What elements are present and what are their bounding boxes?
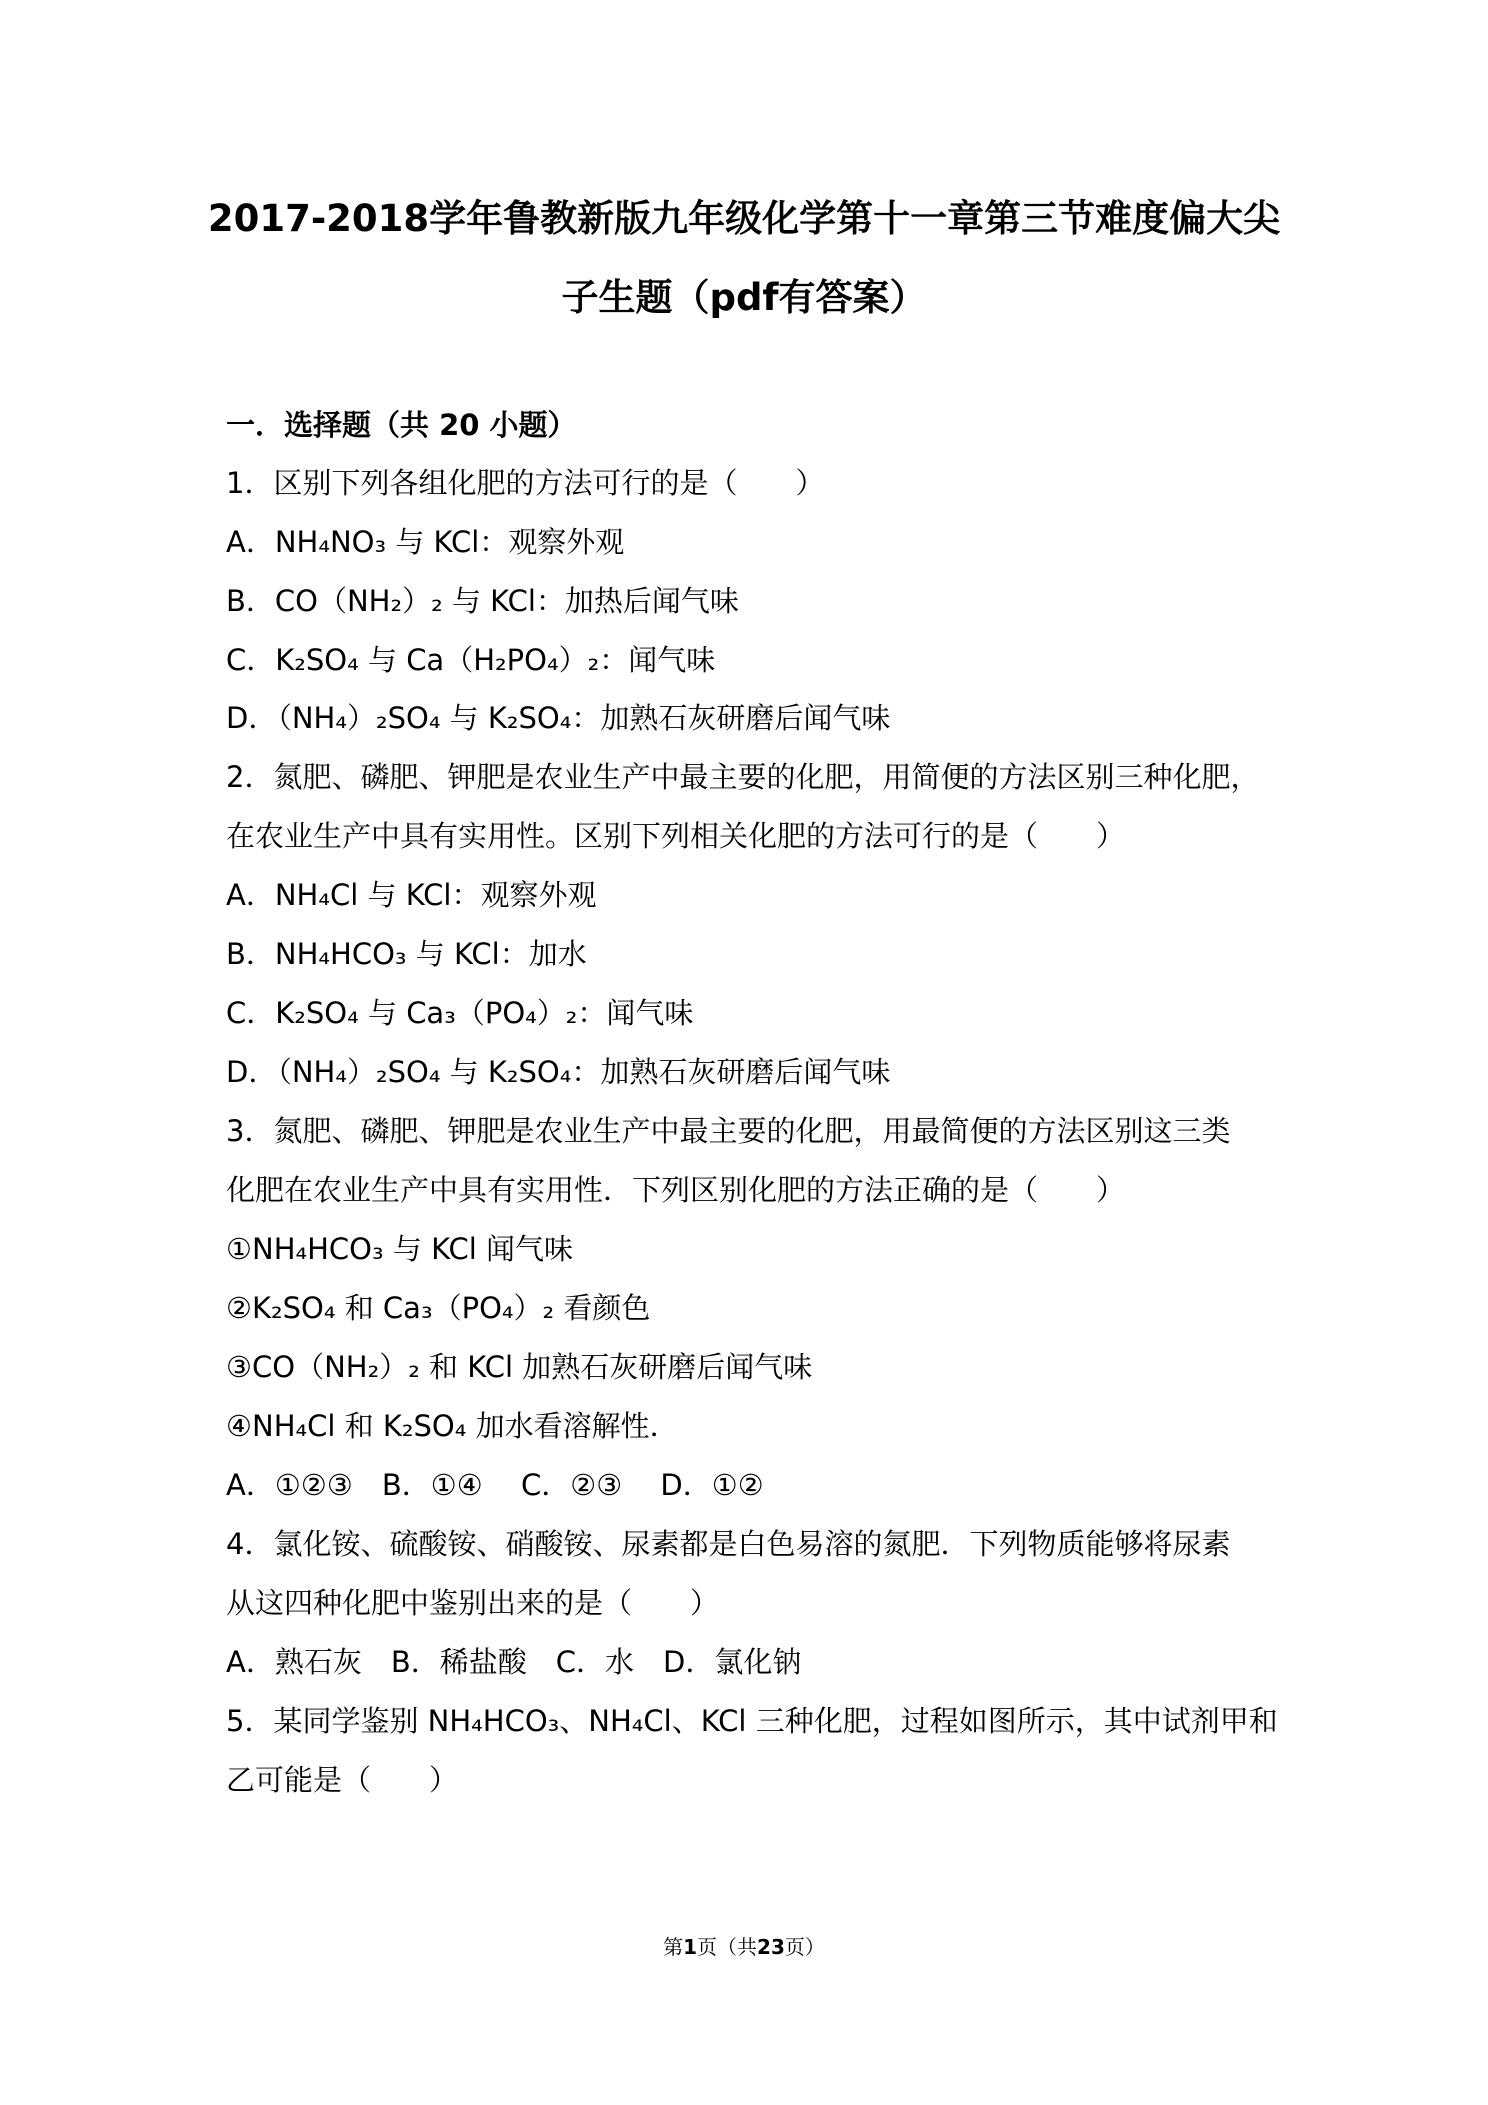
footer-page-number: 1 [683,1935,698,1959]
question-2-stem-line-2: 在农业生产中具有实用性。区别下列相关化肥的方法可行的是（ ） [226,819,1126,853]
question-5-stem-line-2: 乙可能是（ ） [226,1763,459,1797]
question-3-options: A．①②③ B．①④ C．②③ D．①② [226,1468,764,1502]
question-2-stem-line-1: 2．氮肥、磷肥、钾肥是农业生产中最主要的化肥，用简便的方法区别三种化肥， [226,760,1260,794]
question-1-option-c: C．K₂SO₄ 与 Ca（H₂PO₄）₂：闻气味 [226,643,716,677]
document-title-line-2: 子生题（pdf有答案） [561,276,927,319]
question-2-option-d: D．（NH₄）₂SO₄ 与 K₂SO₄：加熟石灰研磨后闻气味 [226,1055,891,1089]
question-1-option-d: D．（NH₄）₂SO₄ 与 K₂SO₄：加熟石灰研磨后闻气味 [226,701,891,735]
question-5-stem-line-1: 5．某同学鉴别 NH₄HCO₃、NH₄Cl、KCl 三种化肥，过程如图所示，其中试剂甲和 [226,1704,1278,1738]
footer-total-pages: 23 [757,1935,785,1959]
section-heading: 一．选择题（共 20 小题） [226,408,577,442]
question-3-stem-line-1: 3．氮肥、磷肥、钾肥是农业生产中最主要的化肥，用最简便的方法区别这三类 [226,1114,1231,1148]
question-4-stem-line-1: 4．氯化铵、硫酸铵、硝酸铵、尿素都是白色易溶的氮肥．下列物质能够将尿素 [226,1527,1231,1561]
question-1-stem: 1．区别下列各组化肥的方法可行的是（ ） [226,466,825,500]
question-3-item-3: ③CO（NH₂）₂ 和 KCl 加熟石灰研磨后闻气味 [226,1350,813,1384]
question-3-item-1: ①NH₄HCO₃ 与 KCl 闻气味 [226,1232,574,1266]
question-4-options: A．熟石灰 B．稀盐酸 C．水 D．氯化钠 [226,1645,802,1679]
question-3-stem-line-2: 化肥在农业生产中具有实用性．下列区别化肥的方法正确的是（ ） [226,1173,1126,1207]
question-2-option-a: A．NH₄Cl 与 KCl：观察外观 [226,878,597,912]
footer-suffix: 页） [784,1935,825,1959]
question-3-item-4: ④NH₄Cl 和 K₂SO₄ 加水看溶解性． [226,1409,679,1443]
question-3-item-2: ②K₂SO₄ 和 Ca₃（PO₄）₂ 看颜色 [226,1291,651,1325]
document-title-line-1: 2017-2018学年鲁教新版九年级化学第十一章第三节难度偏大尖 [207,197,1281,240]
page-footer [0,1934,1488,1960]
question-1-option-b: B．CO（NH₂）₂ 与 KCl：加热后闻气味 [226,584,739,618]
footer-middle: 页（共 [697,1935,758,1959]
question-4-stem-line-2: 从这四种化肥中鉴别出来的是（ ） [226,1586,720,1620]
footer-prefix: 第 [663,1935,684,1959]
question-2-option-c: C．K₂SO₄ 与 Ca₃（PO₄）₂：闻气味 [226,996,694,1030]
question-1-option-a: A．NH₄NO₃ 与 KCl：观察外观 [226,525,625,559]
question-2-option-b: B．NH₄HCO₃ 与 KCl：加水 [226,937,587,971]
